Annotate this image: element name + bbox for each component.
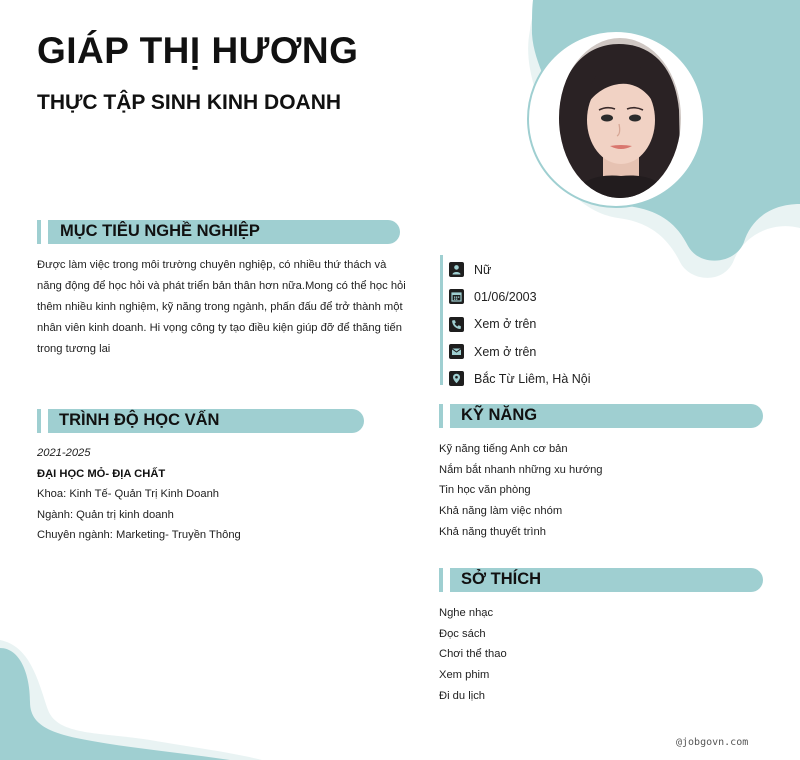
info-phone-text: Xem ở trên — [474, 317, 537, 332]
education-block — [37, 443, 241, 546]
education-faculty: Khoa: Kinh Tế- Quản Trị Kinh Doanh — [37, 488, 220, 500]
phone-icon — [449, 317, 464, 332]
info-birthday — [449, 283, 591, 310]
education-school: ĐẠI HỌC MỎ- ĐỊA CHẤT — [37, 467, 166, 480]
list-item: Đi du lịch — [439, 689, 486, 702]
hobbies-list — [439, 603, 507, 706]
candidate-name: GIÁP THỊ HƯƠNG — [37, 30, 359, 71]
list-item: Nghe nhạc — [439, 607, 494, 619]
info-phone — [449, 311, 591, 338]
skills-list — [439, 439, 603, 542]
avatar — [559, 38, 681, 198]
personal-info — [449, 256, 591, 392]
education-section-header — [37, 409, 364, 433]
info-address-text: Bắc Từ Liêm, Hà Nội — [474, 371, 591, 386]
info-email — [449, 338, 591, 365]
watermark-text: @jobgovn.com — [676, 737, 749, 748]
info-birthday-text: 01/06/2003 — [474, 289, 537, 304]
decorative-blob-bottom-left — [0, 640, 270, 760]
education-title: TRÌNH ĐỘ HỌC VẤN — [59, 411, 220, 429]
info-gender — [449, 256, 591, 283]
list-item: Tin học văn phòng — [439, 484, 531, 497]
list-item: Khả năng làm việc nhóm — [439, 505, 563, 518]
list-item: Xem phim — [439, 669, 490, 682]
education-specialization: Chuyên ngành: Marketing- Truyền Thông — [37, 529, 241, 541]
list-item: Khả năng thuyết trình — [439, 525, 546, 538]
list-item: Chơi thể thao — [439, 648, 507, 661]
skills-title: KỸ NĂNG — [461, 406, 538, 424]
education-major: Ngành: Quản trị kinh doanh — [37, 508, 174, 521]
list-item: Nắm bắt nhanh những xu hướng — [439, 463, 603, 476]
hobbies-section-header — [439, 568, 763, 592]
education-years: 2021-2025 — [37, 447, 91, 459]
info-address — [449, 365, 591, 392]
list-item: Kỹ năng tiếng Anh cơ bản — [439, 443, 568, 455]
job-title: THỰC TẬP SINH KINH DOANH — [37, 91, 342, 114]
hobbies-title: SỞ THÍCH — [461, 570, 542, 588]
mail-icon — [449, 344, 464, 359]
list-item: Đọc sách — [439, 627, 486, 640]
info-divider — [440, 255, 443, 385]
objective-text: Được làm việc trong môi trường chuyên nghiệp, có nhiều thứ thách và năng động để học hỏi và phát triển bản thân hơn nữa.Mong có thể học hỏi thêm nhiều kinh nghiệm, kỹ năng trong ngành, phấn đấu để trở thành một nhân viên kinh doanh. Hi vọng công ty tạo điều kiện giúp đỡ để thăng tiến trong tương lai — [37, 259, 406, 355]
info-email-text: Xem ở trên — [474, 344, 537, 359]
objective-title: MỤC TIÊU NGHỀ NGHIỆP — [60, 222, 260, 240]
objective-section-header — [37, 220, 400, 244]
location-icon — [449, 371, 464, 386]
calendar-icon — [449, 289, 464, 304]
user-icon — [449, 262, 464, 277]
info-gender-text: Nữ — [474, 262, 492, 277]
skills-section-header — [439, 404, 763, 428]
